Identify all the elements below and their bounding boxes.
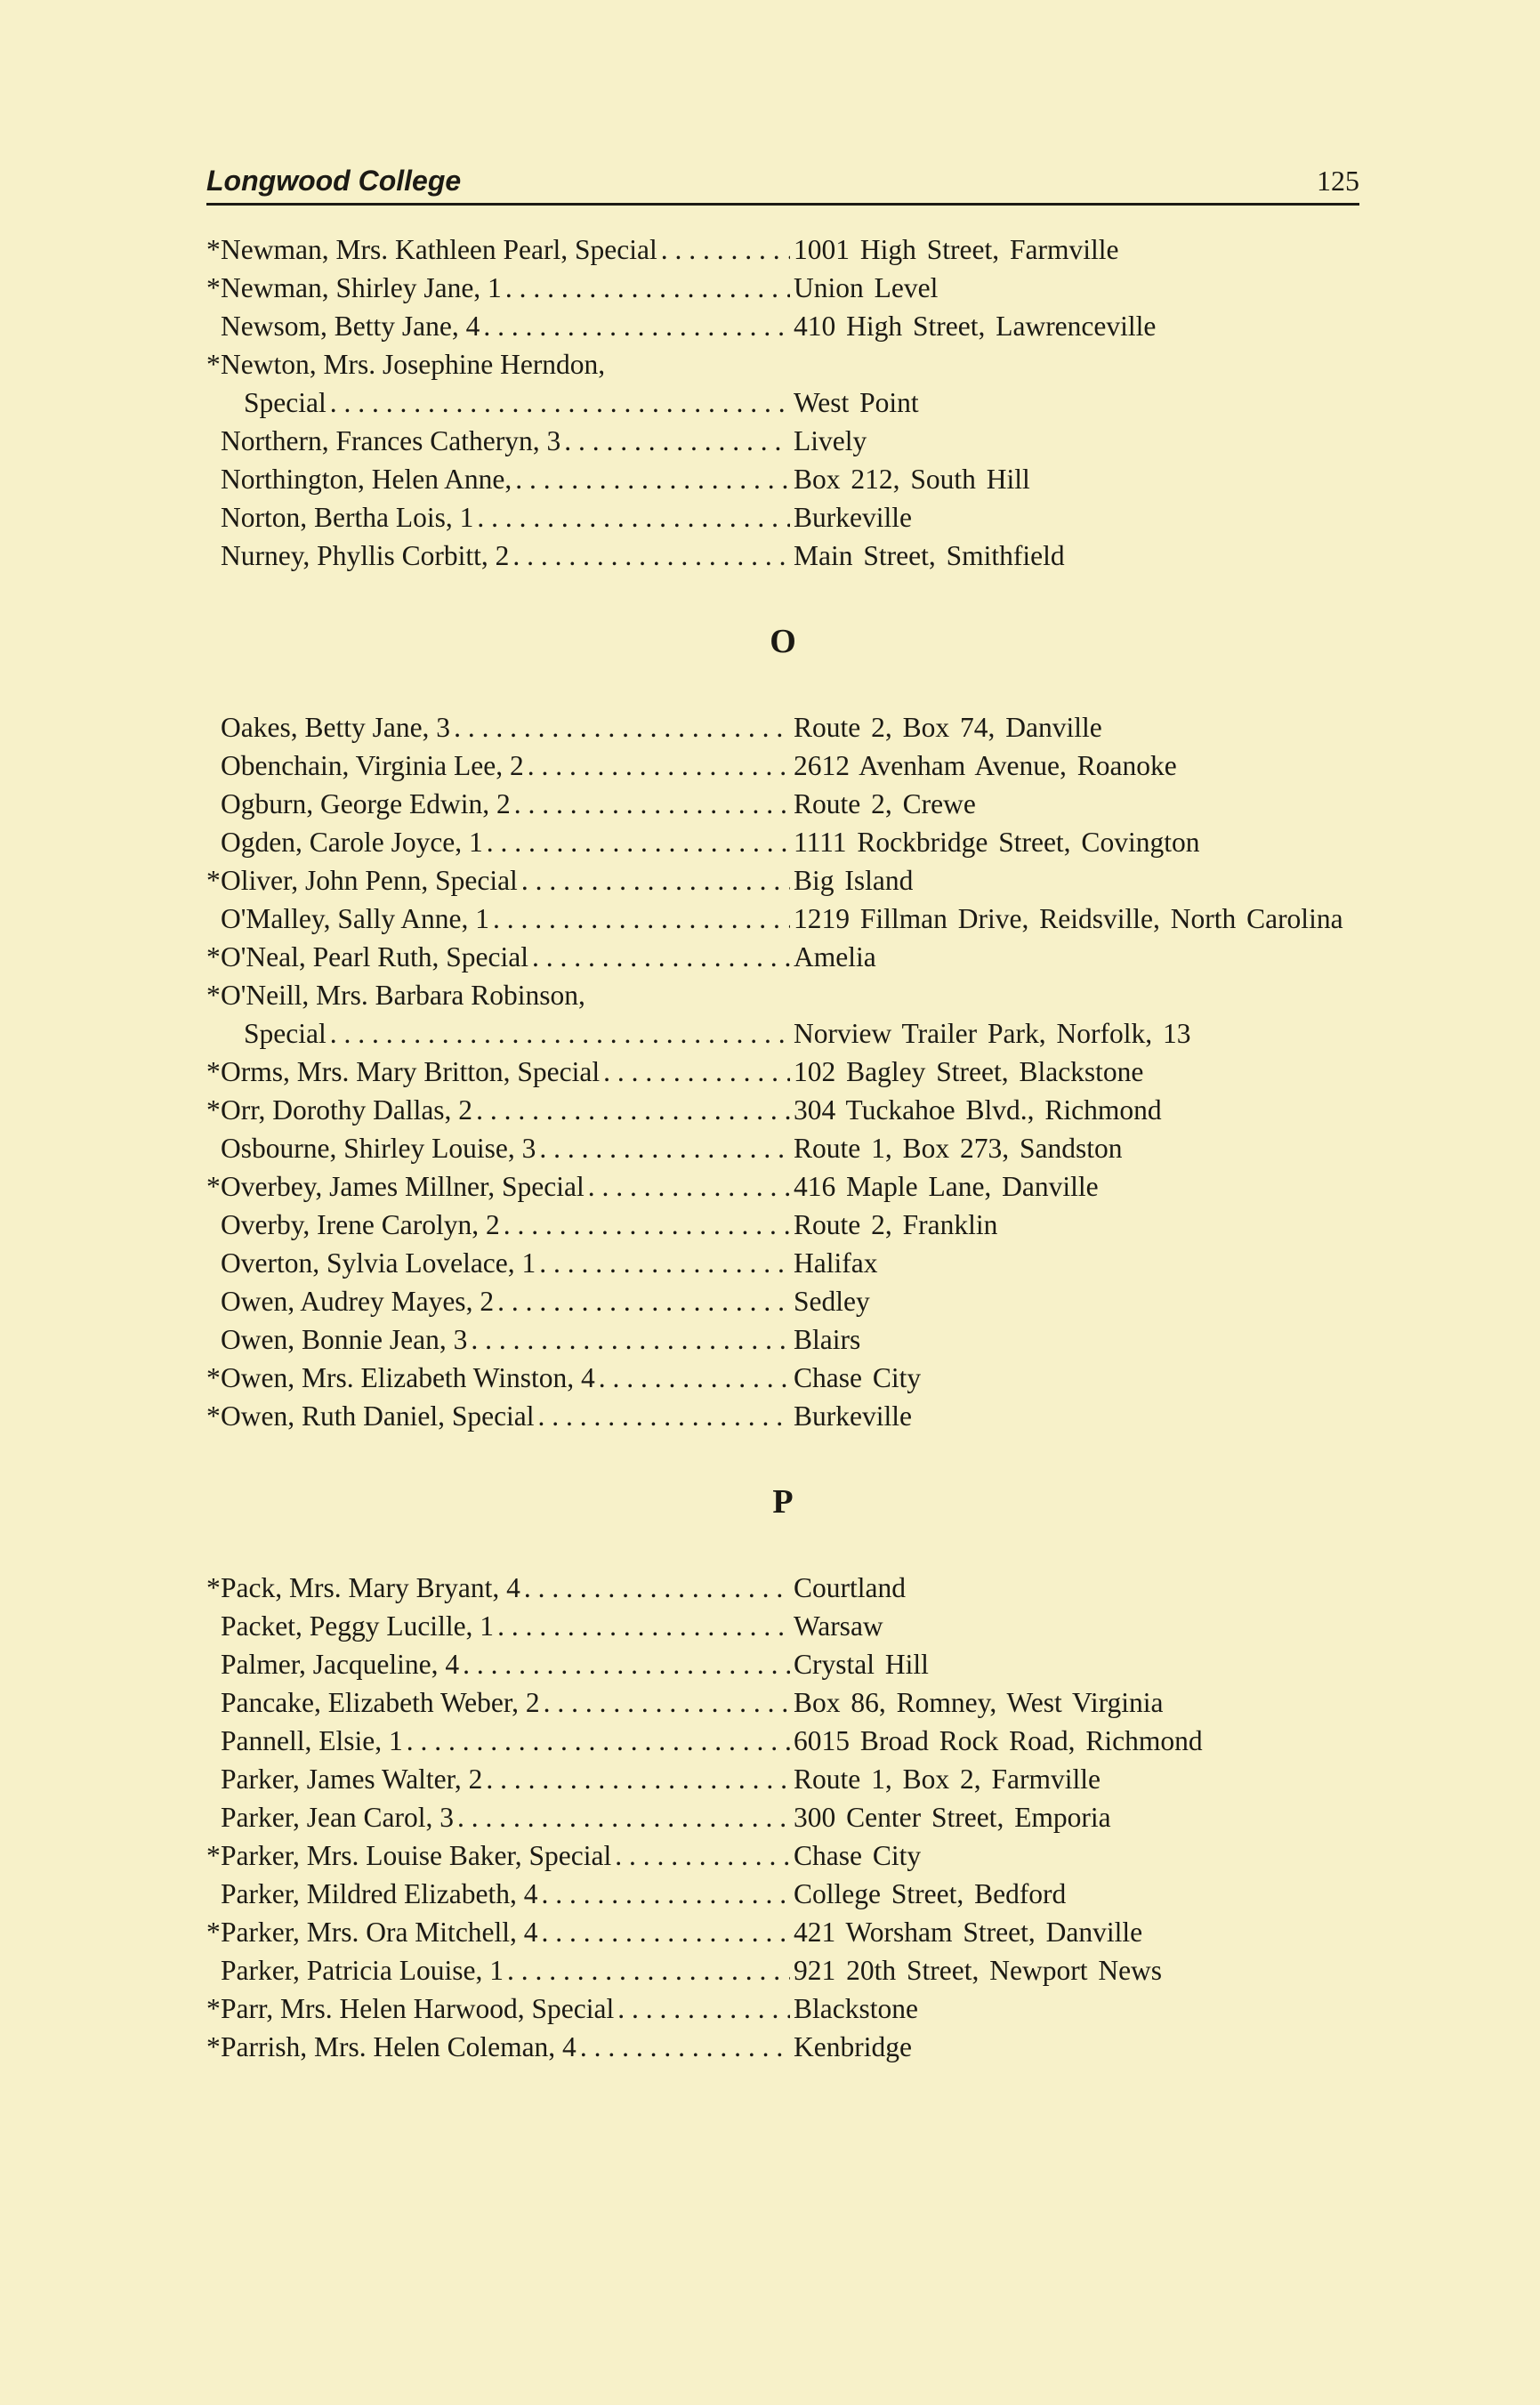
special-marker: * xyxy=(206,865,221,896)
student-name: Overby, Irene Carolyn, 2 xyxy=(221,1209,500,1240)
dot-leader xyxy=(330,1014,790,1053)
student-name: Newsom, Betty Jane, 4 xyxy=(221,311,480,342)
dot-leader xyxy=(538,1397,790,1435)
student-name: Parker, Mrs. Ora Mitchell, 4 xyxy=(221,1917,538,1948)
special-marker: * xyxy=(206,1993,221,2024)
dot-leader xyxy=(515,460,790,498)
name-line xyxy=(221,747,790,785)
student-name: Parker, Mrs. Louise Baker, Special xyxy=(221,1840,612,1871)
name-line xyxy=(221,1282,790,1320)
name-line xyxy=(221,1836,790,1875)
student-entry xyxy=(206,1989,1359,2028)
student-entry xyxy=(206,1206,1359,1244)
student-address: Route 2, Crewe xyxy=(794,788,976,819)
dot-leader xyxy=(486,1760,790,1798)
name-line xyxy=(221,1244,790,1282)
student-name: Ogden, Carole Joyce, 1 xyxy=(221,827,483,858)
name-line xyxy=(221,1397,790,1435)
name-line xyxy=(221,2028,790,2066)
dot-leader xyxy=(539,1244,790,1282)
student-name: Parrish, Mrs. Helen Coleman, 4 xyxy=(221,2031,576,2062)
student-address: 6015 Broad Rock Road, Richmond xyxy=(794,1725,1203,1756)
student-name-block xyxy=(221,1569,790,1607)
student-name-block xyxy=(221,1607,790,1645)
name-line xyxy=(221,1913,790,1951)
student-address: 416 Maple Lane, Danville xyxy=(794,1171,1099,1202)
student-name-block xyxy=(221,422,790,460)
dot-leader xyxy=(477,498,790,537)
directory-sections xyxy=(206,230,1359,2066)
student-address: 1219 Fillman Drive, Reidsville, North Carolina xyxy=(794,903,1343,934)
student-address: Route 2, Box 74, Danville xyxy=(794,712,1102,743)
student-name-continuation: Special xyxy=(244,1018,327,1049)
name-line xyxy=(221,1798,790,1836)
special-marker: * xyxy=(206,1362,221,1393)
dot-leader xyxy=(493,900,790,938)
dot-leader xyxy=(542,1875,791,1913)
student-name-block xyxy=(221,2028,790,2066)
special-marker: * xyxy=(206,2031,221,2062)
student-entry xyxy=(206,1683,1359,1722)
student-address: Route 1, Box 273, Sandston xyxy=(794,1133,1123,1164)
name-line xyxy=(221,1167,790,1206)
dot-leader xyxy=(661,230,790,269)
special-marker: * xyxy=(206,941,221,972)
special-marker: * xyxy=(206,1056,221,1087)
student-name-block xyxy=(221,1760,790,1798)
directory-page xyxy=(206,153,1359,2066)
name-continuation-line xyxy=(221,383,790,422)
student-name: Obenchain, Virginia Lee, 2 xyxy=(221,750,524,781)
name-line xyxy=(221,1320,790,1359)
special-marker: * xyxy=(206,349,221,380)
student-name-block xyxy=(221,537,790,575)
student-entry xyxy=(206,1397,1359,1435)
student-address: Chase City xyxy=(794,1362,922,1393)
student-entry xyxy=(206,1129,1359,1167)
student-name: Ogburn, George Edwin, 2 xyxy=(221,788,511,819)
dot-leader xyxy=(463,1645,790,1683)
page-number: 125 xyxy=(1317,165,1359,197)
dot-leader xyxy=(504,1206,790,1244)
student-address: Halifax xyxy=(794,1247,878,1279)
dot-leader xyxy=(617,1989,790,2028)
student-name: Overbey, James Millner, Special xyxy=(221,1171,585,1202)
section-letter-heading: O xyxy=(770,623,796,660)
student-name: Owen, Ruth Daniel, Special xyxy=(221,1400,535,1432)
student-name: Parker, Patricia Louise, 1 xyxy=(221,1955,504,1986)
dot-leader xyxy=(483,307,790,345)
student-address: Chase City xyxy=(794,1840,922,1871)
student-address: Route 1, Box 2, Farmville xyxy=(794,1763,1101,1795)
student-name-block xyxy=(221,1875,790,1913)
student-name-block xyxy=(221,1282,790,1320)
name-line xyxy=(221,1569,790,1607)
student-name-block xyxy=(221,1397,790,1435)
special-marker: * xyxy=(206,1094,221,1126)
name-line xyxy=(221,1683,790,1722)
dot-leader xyxy=(407,1722,790,1760)
name-line xyxy=(221,1607,790,1645)
student-name: Pack, Mrs. Mary Bryant, 4 xyxy=(221,1572,520,1603)
name-line xyxy=(221,1091,790,1129)
student-address: Box 86, Romney, West Virginia xyxy=(794,1687,1164,1718)
student-name-block xyxy=(221,1359,790,1397)
special-marker: * xyxy=(206,234,221,265)
special-marker: * xyxy=(206,1840,221,1871)
student-name-block xyxy=(221,307,790,345)
name-line xyxy=(221,422,790,460)
name-line xyxy=(221,345,790,383)
directory-section xyxy=(206,1435,1359,2066)
student-address: Blairs xyxy=(794,1324,861,1355)
dot-leader xyxy=(564,422,790,460)
student-address: Amelia xyxy=(794,941,876,972)
special-marker: * xyxy=(206,1572,221,1603)
student-name: O'Neal, Pearl Ruth, Special xyxy=(221,941,528,972)
student-name: Orr, Dorothy Dallas, 2 xyxy=(221,1094,473,1126)
student-address: Courtland xyxy=(794,1572,906,1603)
student-address: 421 Worsham Street, Danville xyxy=(794,1917,1143,1948)
dot-leader xyxy=(588,1167,790,1206)
student-name-block xyxy=(221,1683,790,1722)
student-name: Pancake, Elizabeth Weber, 2 xyxy=(221,1687,540,1718)
dot-leader xyxy=(599,1359,790,1397)
student-name-block xyxy=(221,1091,790,1129)
student-address: 102 Bagley Street, Blackstone xyxy=(794,1056,1144,1087)
student-entry xyxy=(206,1053,1359,1091)
header-title: Longwood College xyxy=(206,165,462,197)
student-entry xyxy=(206,708,1359,747)
student-entry xyxy=(206,1320,1359,1359)
student-name-block xyxy=(221,976,790,1053)
student-name: Orms, Mrs. Mary Britton, Special xyxy=(221,1056,601,1087)
student-name: Owen, Bonnie Jean, 3 xyxy=(221,1324,468,1355)
student-address: 300 Center Street, Emporia xyxy=(794,1802,1111,1833)
student-entry xyxy=(206,785,1359,823)
dot-leader xyxy=(542,1913,790,1951)
student-entry xyxy=(206,422,1359,460)
student-name: Osbourne, Shirley Louise, 3 xyxy=(221,1133,536,1164)
name-line xyxy=(221,1760,790,1798)
student-address: College Street, Bedford xyxy=(794,1878,1067,1909)
student-entry xyxy=(206,498,1359,537)
student-name-block xyxy=(221,269,790,307)
name-line xyxy=(221,938,790,976)
student-entry xyxy=(206,1798,1359,1836)
student-name: Overton, Sylvia Lovelace, 1 xyxy=(221,1247,536,1279)
special-marker: * xyxy=(206,1400,221,1432)
student-entry xyxy=(206,861,1359,900)
name-line xyxy=(221,1875,790,1913)
student-address: Big Island xyxy=(794,865,914,896)
student-name-block xyxy=(221,1053,790,1091)
student-name-block xyxy=(221,1206,790,1244)
student-name-block xyxy=(221,1722,790,1760)
student-entry xyxy=(206,1359,1359,1397)
name-line xyxy=(221,460,790,498)
student-address: Burkeville xyxy=(794,502,912,533)
student-name-block xyxy=(221,938,790,976)
student-entry xyxy=(206,2028,1359,2066)
student-entry xyxy=(206,1607,1359,1645)
student-address: Route 2, Franklin xyxy=(794,1209,998,1240)
name-line xyxy=(221,1053,790,1091)
student-name-block xyxy=(221,230,790,269)
student-name-block xyxy=(221,861,790,900)
student-name-block xyxy=(221,1244,790,1282)
student-name: Packet, Peggy Lucille, 1 xyxy=(221,1610,495,1642)
student-name-block xyxy=(221,1129,790,1167)
name-line xyxy=(221,785,790,823)
student-address: Sedley xyxy=(794,1286,870,1317)
student-entry xyxy=(206,1645,1359,1683)
student-entry xyxy=(206,976,1359,1053)
student-address: Warsaw xyxy=(794,1610,883,1642)
student-name-block xyxy=(221,708,790,747)
student-address: 2612 Avenham Avenue, Roanoke xyxy=(794,750,1177,781)
student-name-block xyxy=(221,345,790,422)
student-entry xyxy=(206,1913,1359,1951)
student-name-block xyxy=(221,1989,790,2028)
dot-leader xyxy=(524,1569,790,1607)
section-letter-heading: P xyxy=(772,1483,794,1521)
student-name: Newman, Shirley Jane, 1 xyxy=(221,272,502,303)
student-address: 921 20th Street, Newport News xyxy=(794,1955,1163,1986)
student-entry xyxy=(206,938,1359,976)
student-address: 410 High Street, Lawrenceville xyxy=(794,311,1157,342)
dot-leader xyxy=(476,1091,790,1129)
student-name: Newton, Mrs. Josephine Herndon, xyxy=(221,349,606,380)
student-name: O'Neill, Mrs. Barbara Robinson, xyxy=(221,980,585,1011)
dot-leader xyxy=(497,1282,790,1320)
student-address: Lively xyxy=(794,425,867,456)
student-name: Owen, Audrey Mayes, 2 xyxy=(221,1286,495,1317)
student-address: 1111 Rockbridge Street, Covington xyxy=(794,827,1200,858)
student-name: O'Malley, Sally Anne, 1 xyxy=(221,903,489,934)
name-line xyxy=(221,1129,790,1167)
special-marker: * xyxy=(206,272,221,303)
dot-leader xyxy=(521,861,790,900)
student-name-block xyxy=(221,1836,790,1875)
student-entry xyxy=(206,823,1359,861)
name-line xyxy=(221,823,790,861)
student-name-block xyxy=(221,1913,790,1951)
student-name: Parker, James Walter, 2 xyxy=(221,1763,483,1795)
dot-leader xyxy=(505,269,790,307)
student-entry xyxy=(206,1282,1359,1320)
student-entry xyxy=(206,307,1359,345)
dot-leader xyxy=(471,1320,790,1359)
student-name: Pannell, Elsie, 1 xyxy=(221,1725,403,1756)
name-line xyxy=(221,976,790,1014)
student-name-block xyxy=(221,785,790,823)
name-line xyxy=(221,269,790,307)
student-entry xyxy=(206,1167,1359,1206)
name-line xyxy=(221,537,790,575)
student-name: Parker, Mildred Elizabeth, 4 xyxy=(221,1878,538,1909)
name-line xyxy=(221,861,790,900)
student-name: Palmer, Jacqueline, 4 xyxy=(221,1649,460,1680)
dot-leader xyxy=(544,1683,790,1722)
student-entry xyxy=(206,537,1359,575)
student-name: Northern, Frances Catheryn, 3 xyxy=(221,425,561,456)
dot-leader xyxy=(603,1053,790,1091)
running-header xyxy=(206,153,1359,206)
special-marker: * xyxy=(206,980,221,1011)
student-address: Norview Trailer Park, Norfolk, 13 xyxy=(794,1018,1191,1049)
student-entry xyxy=(206,345,1359,422)
name-line xyxy=(221,498,790,537)
student-name: Parr, Mrs. Helen Harwood, Special xyxy=(221,1993,615,2024)
student-name: Owen, Mrs. Elizabeth Winston, 4 xyxy=(221,1362,595,1393)
student-name: Norton, Bertha Lois, 1 xyxy=(221,502,474,533)
name-continuation-line xyxy=(221,1014,790,1053)
student-name: Nurney, Phyllis Corbitt, 2 xyxy=(221,540,510,571)
name-line xyxy=(221,1359,790,1397)
student-entry xyxy=(206,269,1359,307)
dot-leader xyxy=(514,785,790,823)
student-address: Union Level xyxy=(794,272,939,303)
dot-leader xyxy=(615,1836,790,1875)
dot-leader xyxy=(330,383,790,422)
dot-leader xyxy=(497,1607,790,1645)
student-entry xyxy=(206,1091,1359,1129)
student-name-block xyxy=(221,1167,790,1206)
student-entry xyxy=(206,1875,1359,1913)
student-address: Box 212, South Hill xyxy=(794,464,1030,495)
dot-leader xyxy=(532,938,790,976)
student-name: Parker, Jean Carol, 3 xyxy=(221,1802,455,1833)
dot-leader xyxy=(454,708,790,747)
dot-leader xyxy=(528,747,790,785)
name-line xyxy=(221,1951,790,1989)
student-name-block xyxy=(221,1320,790,1359)
student-name: Northington, Helen Anne, xyxy=(221,464,512,495)
student-address: West Point xyxy=(794,387,919,418)
name-line xyxy=(221,1206,790,1244)
student-name: Newman, Mrs. Kathleen Pearl, Special xyxy=(221,234,657,265)
name-line xyxy=(221,900,790,938)
name-line xyxy=(221,1645,790,1683)
dot-leader xyxy=(457,1798,790,1836)
student-entry xyxy=(206,1722,1359,1760)
name-line xyxy=(221,1989,790,2028)
student-address: 304 Tuckahoe Blvd., Richmond xyxy=(794,1094,1162,1126)
student-name-block xyxy=(221,900,790,938)
special-marker: * xyxy=(206,1171,221,1202)
student-name-continuation: Special xyxy=(244,387,327,418)
student-address: 1001 High Street, Farmville xyxy=(794,234,1119,265)
name-line xyxy=(221,1722,790,1760)
student-name-block xyxy=(221,823,790,861)
student-entry xyxy=(206,1569,1359,1607)
student-entry xyxy=(206,230,1359,269)
student-address: Blackstone xyxy=(794,1993,918,2024)
student-name-block xyxy=(221,1645,790,1683)
name-line xyxy=(221,230,790,269)
student-entry xyxy=(206,1836,1359,1875)
dot-leader xyxy=(580,2028,790,2066)
name-line xyxy=(221,708,790,747)
student-address: Kenbridge xyxy=(794,2031,912,2062)
student-name-block xyxy=(221,747,790,785)
student-name-block xyxy=(221,1951,790,1989)
student-entry xyxy=(206,460,1359,498)
student-address: Main Street, Smithfield xyxy=(794,540,1065,571)
student-entry xyxy=(206,1244,1359,1282)
dot-leader xyxy=(512,537,790,575)
directory-section xyxy=(206,575,1359,1435)
student-name-block xyxy=(221,1798,790,1836)
student-address: Burkeville xyxy=(794,1400,912,1432)
dot-leader xyxy=(539,1129,790,1167)
student-entry xyxy=(206,1951,1359,1989)
dot-leader xyxy=(507,1951,790,1989)
dot-leader xyxy=(487,823,790,861)
student-entry xyxy=(206,747,1359,785)
student-entry xyxy=(206,1760,1359,1798)
student-name-block xyxy=(221,460,790,498)
student-name: Oliver, John Penn, Special xyxy=(221,865,518,896)
student-entry xyxy=(206,900,1359,938)
student-name-block xyxy=(221,498,790,537)
student-address: Crystal Hill xyxy=(794,1649,929,1680)
student-name: Oakes, Betty Jane, 3 xyxy=(221,712,451,743)
directory-section xyxy=(206,230,1359,575)
special-marker: * xyxy=(206,1917,221,1948)
name-line xyxy=(221,307,790,345)
